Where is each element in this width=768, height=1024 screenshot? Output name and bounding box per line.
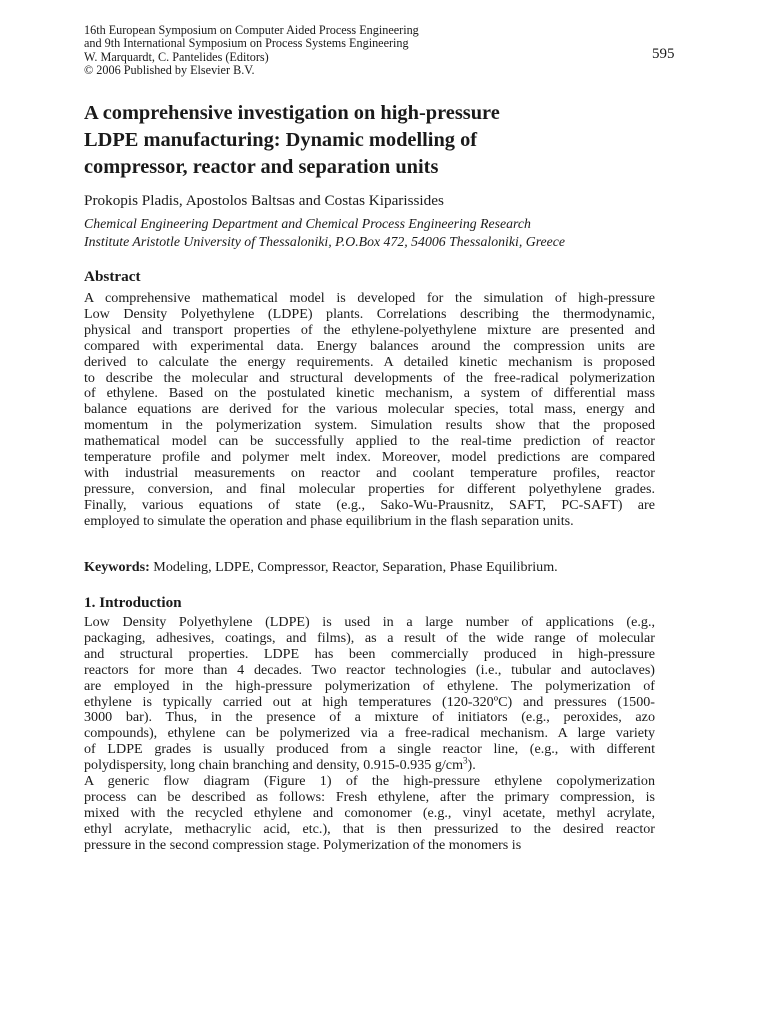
intro-line: A generic flow diagram (Figure 1) of the high-pressure ethylene copolymerization <box>84 773 655 790</box>
superscript: 3 <box>463 755 468 766</box>
abstract-line: compared with experimental data. Energy balances around the compression units are <box>84 337 655 354</box>
intro-line: Low Density Polyethylene (LDPE) is used in a large number of applications (e.g., <box>84 614 655 630</box>
intro-line: and structural properties. LDPE has been commercially produced in high-pressure <box>84 645 655 662</box>
abstract-line: pressure, conversion, and final molecular properties for different polyethylene grades. <box>84 480 655 497</box>
abstract-heading: Abstract <box>84 268 141 285</box>
intro-line: compounds), ethylene can be polymerized via a free-radical mechanism. A large variety <box>84 725 655 742</box>
title-line: LDPE manufacturing: Dynamic modelling of <box>84 129 478 151</box>
header-line: W. Marquardt, C. Pantelides (Editors) <box>84 49 269 64</box>
abstract-line: momentum in the polymerization system. Simulation results show that the proposed <box>84 417 655 434</box>
intro-line: ethylene is typically carried out at high temperatures (120-320ºC) and pressures (1500- <box>84 693 655 710</box>
abstract-line: balance equations are derived for the various molecular species, total mass, energy and <box>84 401 655 418</box>
intro-line: reactors for more than 4 decades. Two reactor technologies (i.e., tubular and autoclaves) <box>84 661 655 678</box>
intro-line: process can be described as follows: Fresh ethylene, after the primary compression, is <box>84 788 655 805</box>
abstract-line: of ethylene. Based on the postulated kinetic mechanism, a system of differential mass <box>84 385 655 402</box>
header-line: 16th European Symposium on Computer Aided Process Engineering <box>84 23 419 37</box>
abstract-line: Finally, various equations of state (e.g., Sako-Wu-Prausnitz, SAFT, PC-SAFT) are <box>84 496 655 513</box>
introduction-heading: 1. Introduction <box>84 594 182 611</box>
abstract-line: mathematical model can be successfully applied to the real-time prediction of reactor <box>84 433 655 450</box>
abstract-line: temperature profile and polymer melt index. Moreover, model predictions are compared <box>84 449 655 466</box>
abstract-line: derived to calculate the energy requirements. A detailed kinetic mechanism is proposed <box>84 353 655 370</box>
keywords <box>84 559 558 576</box>
abstract-line: Low Density Polyethylene (LDPE) plants. Correlations describing the thermodynamic, <box>84 305 655 322</box>
introduction-body <box>84 615 655 854</box>
affiliation-line: Institute Aristotle University of Thessaloniki, P.O.Box 472, 54006 Thessaloniki, Greece <box>84 234 566 249</box>
page-number: 595 <box>652 46 675 62</box>
intro-line-text: ). <box>467 757 476 774</box>
intro-line-text: polydispersity, long chain branching and density, 0.915-0.935 g/cm <box>84 757 464 774</box>
intro-line: of LDPE grades is usually produced from a single reactor line, (e.g., with different <box>84 741 655 758</box>
keywords-text: Modeling, LDPE, Compressor, Reactor, Separation, Phase Equilibrium. <box>149 559 558 575</box>
intro-line <box>84 755 655 774</box>
affiliation <box>84 215 565 251</box>
intro-line: ethyl acrylate, methacrylic acid, etc.), that is then pressurized to the desired reactor <box>84 820 655 837</box>
header-line: © 2006 Published by Elsevier B.V. <box>84 63 255 78</box>
abstract-line: with industrial measurements on reactor and coolant temperature profiles, reactor <box>84 464 655 481</box>
paper-title <box>84 100 684 181</box>
header-line: and 9th International Symposium on Process Systems Engineering <box>84 36 409 51</box>
title-line: A comprehensive investigation on high-pressure <box>84 102 500 124</box>
proceedings-header <box>84 24 419 78</box>
intro-line: packaging, adhesives, coatings, and films), as a result of the wide range of molecular <box>84 629 655 646</box>
intro-line: 3000 bar). Thus, in the presence of a mixture of initiators (e.g., peroxides, azo <box>84 709 655 726</box>
abstract-line: to describe the molecular and structural developments of the free-radical polymerization <box>84 369 655 386</box>
affiliation-line: Chemical Engineering Department and Chemical Process Engineering Research <box>84 216 531 231</box>
keywords-label: Keywords: <box>84 559 150 575</box>
authors: Prokopis Pladis, Apostolos Baltsas and Costas Kiparissides <box>84 192 444 209</box>
intro-line: pressure in the second compression stage. Polymerization of the monomers is <box>84 836 522 853</box>
intro-line: mixed with the recycled ethylene and comonomer (e.g., vinyl acetate, methyl acrylate, <box>84 804 655 821</box>
abstract-body <box>84 291 655 530</box>
abstract-line: physical and transport properties of the ethylene-polyethylene mixture are presented and <box>84 321 655 338</box>
title-line: compressor, reactor and separation units <box>84 156 439 178</box>
abstract-line: employed to simulate the operation and phase equilibrium in the flash separation units. <box>84 512 574 529</box>
abstract-line: A comprehensive mathematical model is developed for the simulation of high-pressure <box>84 290 655 306</box>
intro-line: are employed in the high-pressure polymerization of ethylene. The polymerization of <box>84 677 655 694</box>
